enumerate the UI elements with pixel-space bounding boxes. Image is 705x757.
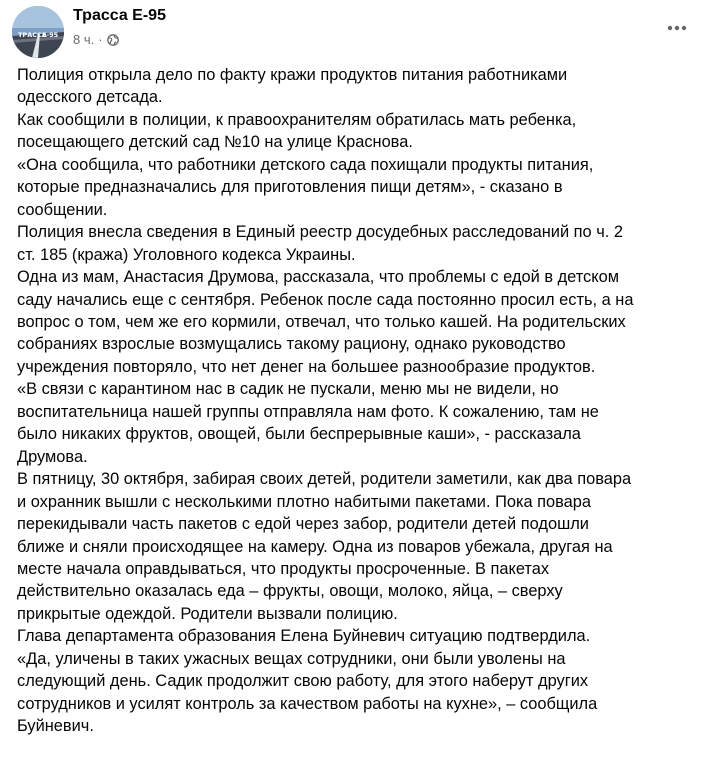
post-text-line: собраниях взрослые возмущались такому рациону, однако руководство [17,335,566,354]
more-options-icon [667,25,687,31]
post-text-line: В пятницу, 30 октября, забирая своих детей, родители заметили, как два повара [17,470,632,489]
post-text-line: Полиция открыла дело по факту кражи продуктов питания работниками [17,66,568,84]
post-text-line: следующий день. Садик продолжит свою работу, для этого наберут других [17,672,589,691]
post-meta [73,32,119,47]
svg-text:ТРАССА: ТРАССА [18,31,47,39]
globe-icon [107,34,119,46]
page-avatar[interactable] [12,6,64,58]
post-text-line: Буйневич. [17,717,94,736]
post-text-line: месте начала оправдываться, что продукты просроченные. В пакетах [17,559,550,578]
post-text-line: учреждения повторяло, что нет денег на большее разнообразие продуктов. [17,357,596,376]
post-text-line: Глава департамента образования Елена Буйневич ситуацию подтвердила. [17,627,591,646]
post-text-line: перекидывали часть пакетов с едой через забор, родители детей подошли [17,515,589,534]
post-text-line: прикрытые одеждой. Родители вызвали полицию. [17,604,398,623]
svg-text:Е-95: Е-95 [42,31,59,39]
post-text-line: сотрудников и усилят контроль за качеством работы на кухне», – сообщила [17,694,598,713]
post-text-line: Друмова. [17,447,88,466]
post-text-line: Полиция внесла сведения в Единый реестр досудебных расследований по ч. 2 [17,223,623,242]
post-text-line: саду начались еще с сентября. Ребенок после сада постоянно просил есть, а на [17,290,634,309]
post-text-line: и охранник вышли с несколькими плотно набитыми пакетами. Пока повара [17,492,592,511]
post-text-line: вопрос о том, чем же его кормили, отвечал, что только кашей. На родительских [17,312,626,331]
post-text-line: воспитательница нашей группы отправляла нам фото. К сожалению, там не [17,402,599,421]
post-text-line: одесского детсада. [17,88,163,107]
meta-separator: · [98,32,103,47]
post-text-line: Одна из мам, Анастасия Друмова, рассказала, что проблемы с едой в детском [17,268,619,287]
post-time[interactable]: 8 ч. [73,32,95,47]
post-text-line: ст. 185 (кража) Уголовного кодекса Украины. [17,245,356,264]
post-text-line: посещающего детский сад №10 на улице Краснова. [17,133,413,152]
post-header [12,6,695,60]
post-text-line: «В связи с карантином нас в садик не пускали, меню мы не видели, но [17,380,559,399]
post-text-line: которые предназначались для приготовления пищи детям», - сказано в [17,178,563,197]
post-text-line: «Да, уличены в таких ужасных вещах сотрудники, они были уволены на [17,649,566,668]
post-text-line: сообщении. [17,200,108,219]
page-name[interactable]: Трасса Е-95 [73,7,166,24]
post-text-line: ближе и сняли происходящее на камеру. Одна из поваров убежала, другая на [17,537,613,556]
post-text-line: Как сообщили в полиции, к правоохранителям обратилась мать ребенка, [17,110,577,129]
highway-logo-icon [12,6,64,58]
more-options-button[interactable] [663,14,691,42]
post-text-line: действительно оказалась еда – фрукты, овощи, молоко, яйца, – сверху [17,582,563,601]
post-text-line: было никаких фруктов, овощей, были беспрерывные каши», - рассказала [17,425,581,444]
post-text [17,64,700,738]
post-text-line: «Она сообщила, что работники детского сада похищали продукты питания, [17,155,594,174]
